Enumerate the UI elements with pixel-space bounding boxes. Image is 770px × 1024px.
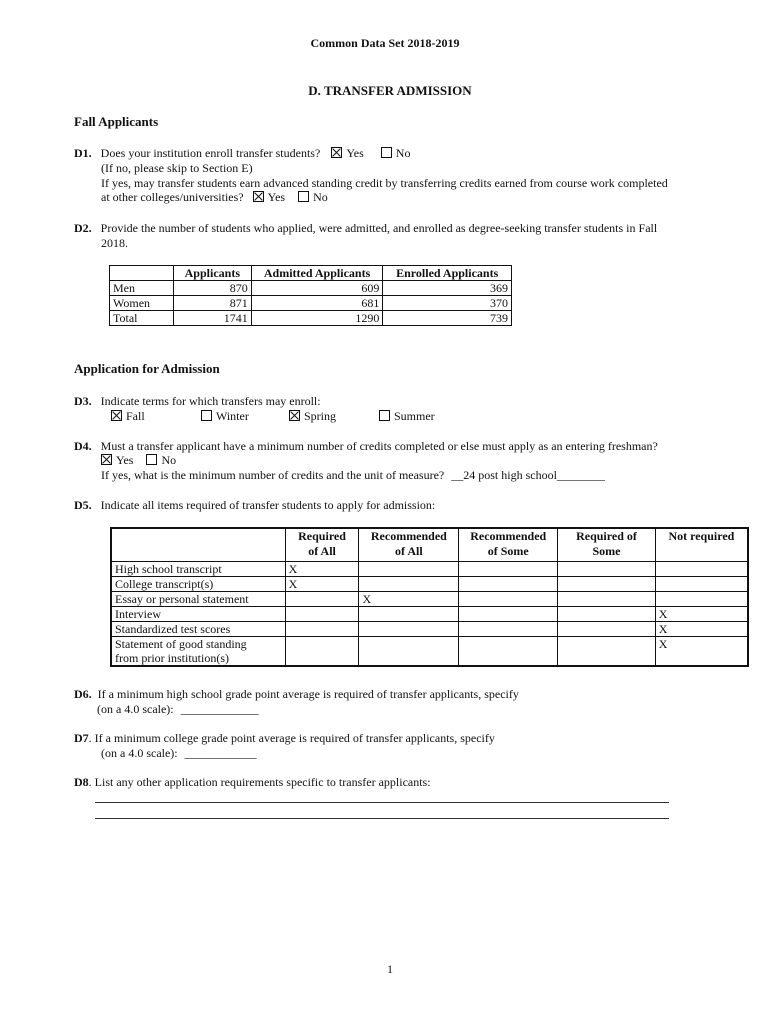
d4-yes-checkbox[interactable] bbox=[101, 454, 112, 465]
d1-no-label: No bbox=[395, 146, 411, 160]
term-option-winter[interactable] bbox=[201, 409, 249, 424]
page-header: Common Data Set 2018-2019 bbox=[310, 36, 460, 50]
d1-yes-checkbox[interactable] bbox=[331, 147, 342, 158]
d8-question bbox=[74, 775, 431, 790]
spring-label: Spring bbox=[304, 409, 337, 423]
enrolled-cell: 369 bbox=[383, 281, 512, 296]
fall-label: Fall bbox=[126, 409, 145, 423]
d5-number: D5. bbox=[74, 498, 92, 512]
mark-cell: X bbox=[655, 636, 748, 666]
row-label: High school transcript bbox=[111, 561, 285, 576]
d4-no-checkbox[interactable] bbox=[146, 454, 157, 465]
fall-checkbox[interactable] bbox=[111, 410, 122, 421]
mark-cell bbox=[558, 606, 656, 621]
d5-header-required-some: Required of Some bbox=[558, 528, 656, 561]
table-row bbox=[111, 636, 748, 666]
mark-cell bbox=[359, 576, 459, 591]
d8-answer-line-2[interactable] bbox=[95, 818, 669, 819]
spring-checkbox[interactable] bbox=[289, 410, 300, 421]
d6-number: D6. bbox=[74, 687, 92, 701]
d2-question bbox=[74, 221, 657, 236]
mark-cell bbox=[558, 561, 656, 576]
d7-scale bbox=[101, 746, 257, 761]
mark-cell bbox=[459, 606, 558, 621]
term-option-summer[interactable] bbox=[379, 409, 435, 424]
summer-label: Summer bbox=[394, 409, 435, 423]
d1-number: D1. bbox=[74, 146, 92, 160]
mark-cell bbox=[359, 561, 459, 576]
d1-advanced-no-label: No bbox=[313, 190, 328, 204]
row-label: Statement of good standing from prior institution(s) bbox=[111, 636, 285, 666]
d4-options bbox=[101, 453, 176, 468]
mark-cell bbox=[285, 591, 359, 606]
d1-no-checkbox[interactable] bbox=[381, 147, 392, 158]
mark-cell bbox=[558, 621, 656, 636]
row-label: Women bbox=[110, 296, 174, 311]
mark-cell bbox=[459, 576, 558, 591]
enrolled-cell: 370 bbox=[383, 296, 512, 311]
mark-cell bbox=[285, 636, 359, 666]
page-number: 1 bbox=[387, 962, 393, 976]
d7-scale-label: (on a 4.0 scale): bbox=[101, 746, 178, 760]
d2-header-row bbox=[110, 266, 512, 281]
d2-table bbox=[109, 265, 512, 326]
mark-cell bbox=[459, 621, 558, 636]
table-row bbox=[111, 606, 748, 621]
mark-cell: X bbox=[285, 561, 359, 576]
d5-header-required-all: Required of All bbox=[285, 528, 359, 561]
winter-checkbox[interactable] bbox=[201, 410, 212, 421]
table-row bbox=[110, 296, 512, 311]
d6-text: If a minimum high school grade point average is required of transfer applicants, specify bbox=[97, 687, 519, 701]
table-row bbox=[111, 561, 748, 576]
d2-text-line2: 2018. bbox=[101, 236, 128, 250]
d1-advanced-yes-checkbox[interactable] bbox=[253, 191, 264, 202]
mark-cell bbox=[359, 636, 459, 666]
d4-text: Must a transfer applicant have a minimum number of credits completed or else must apply as an entering freshman? bbox=[100, 439, 658, 453]
table-row bbox=[111, 591, 748, 606]
d7-answer-blank[interactable]: ____________ bbox=[184, 746, 257, 760]
row-label: Standardized test scores bbox=[111, 621, 285, 636]
row-label: College transcript(s) bbox=[111, 576, 285, 591]
d2-header-blank bbox=[110, 266, 174, 281]
d8-number: D8 bbox=[74, 775, 89, 789]
mark-cell: X bbox=[359, 591, 459, 606]
section-title: D. TRANSFER ADMISSION bbox=[308, 83, 472, 98]
row-label: Men bbox=[110, 281, 174, 296]
d1-advanced-no-checkbox[interactable] bbox=[298, 191, 309, 202]
d1-note: (If no, please skip to Section E) bbox=[101, 161, 253, 175]
d2-header-applicants: Applicants bbox=[173, 266, 251, 281]
d1-advanced-yes-label: Yes bbox=[267, 190, 286, 204]
mark-cell: X bbox=[285, 576, 359, 591]
d5-text: Indicate all items required of transfer students to apply for admission: bbox=[100, 498, 436, 512]
applicants-cell: 1741 bbox=[173, 311, 251, 326]
d1-followup-line2 bbox=[101, 190, 328, 205]
d1-advanced-no-option[interactable] bbox=[298, 190, 328, 204]
d3-question bbox=[74, 394, 321, 409]
d1-followup-text: at other colleges/universities? bbox=[101, 190, 244, 204]
d5-header-not-required: Not required bbox=[655, 528, 748, 561]
applicants-cell: 871 bbox=[173, 296, 251, 311]
row-label: Interview bbox=[111, 606, 285, 621]
winter-label: Winter bbox=[216, 409, 249, 423]
d1-yes-label: Yes bbox=[346, 146, 364, 160]
d1-text: Does your institution enroll transfer students? bbox=[100, 146, 321, 160]
d8-text: . List any other application requirements specific to transfer applicants: bbox=[88, 775, 431, 789]
mark-cell bbox=[655, 576, 748, 591]
admitted-cell: 681 bbox=[251, 296, 383, 311]
mark-cell: X bbox=[655, 606, 748, 621]
d7-question bbox=[74, 731, 495, 746]
mark-cell bbox=[655, 561, 748, 576]
d4-answer: __24 post high school________ bbox=[451, 468, 605, 482]
admitted-cell: 1290 bbox=[251, 311, 383, 326]
row-label: Essay or personal statement bbox=[111, 591, 285, 606]
mark-cell bbox=[285, 621, 359, 636]
d1-followup-line1: If yes, may transfer students earn advanced standing credit by transferring credits earned from course work completed bbox=[101, 176, 668, 190]
d6-answer-blank[interactable]: _____________ bbox=[180, 702, 259, 716]
mark-cell bbox=[459, 591, 558, 606]
d1-question bbox=[74, 146, 410, 161]
table-row bbox=[111, 576, 748, 591]
table-row bbox=[110, 281, 512, 296]
d2-text-line1: Provide the number of students who applied, were admitted, and enrolled as degree-seeking transfer students in Fall bbox=[100, 221, 658, 235]
d5-header-recommended-all: Recommended of All bbox=[359, 528, 459, 561]
table-row bbox=[110, 311, 512, 326]
d7-text: . If a minimum college grade point average is required of transfer applicants, specify bbox=[88, 731, 495, 745]
fall-applicants-heading: Fall Applicants bbox=[74, 114, 159, 129]
d2-header-enrolled: Enrolled Applicants bbox=[383, 266, 512, 281]
d5-question bbox=[74, 498, 435, 513]
mark-cell bbox=[655, 591, 748, 606]
d3-text: Indicate terms for which transfers may enroll: bbox=[100, 394, 321, 408]
d2-header-admitted: Admitted Applicants bbox=[251, 266, 383, 281]
applicants-cell: 870 bbox=[173, 281, 251, 296]
term-option-fall[interactable] bbox=[111, 409, 145, 424]
term-option-spring[interactable] bbox=[289, 409, 336, 424]
mark-cell: X bbox=[655, 621, 748, 636]
d6-scale-label: (on a 4.0 scale): bbox=[97, 702, 174, 716]
d1-advanced-yes-option[interactable] bbox=[253, 190, 285, 204]
d1-no-option[interactable] bbox=[381, 146, 411, 160]
d1-yes-option[interactable] bbox=[331, 146, 363, 160]
d4-number: D4. bbox=[74, 439, 92, 453]
d4-followup-text: If yes, what is the minimum number of credits and the unit of measure? bbox=[101, 468, 445, 482]
mark-cell bbox=[285, 606, 359, 621]
mark-cell bbox=[558, 636, 656, 666]
d2-number: D2. bbox=[74, 221, 92, 235]
d8-answer-line-1[interactable] bbox=[95, 802, 669, 803]
d4-question bbox=[74, 439, 658, 454]
d4-no-label: No bbox=[161, 453, 177, 467]
d6-question bbox=[74, 687, 519, 702]
table-row bbox=[111, 621, 748, 636]
mark-cell bbox=[558, 576, 656, 591]
mark-cell bbox=[359, 621, 459, 636]
d5-header-row bbox=[111, 528, 748, 561]
d3-number: D3. bbox=[74, 394, 92, 408]
application-heading: Application for Admission bbox=[74, 361, 220, 376]
admitted-cell: 609 bbox=[251, 281, 383, 296]
mark-cell bbox=[558, 591, 656, 606]
d4-no-option[interactable] bbox=[146, 453, 176, 467]
mark-cell bbox=[459, 636, 558, 666]
enrolled-cell: 739 bbox=[383, 311, 512, 326]
mark-cell bbox=[459, 561, 558, 576]
d6-scale bbox=[97, 702, 259, 717]
mark-cell bbox=[359, 606, 459, 621]
summer-checkbox[interactable] bbox=[379, 410, 390, 421]
d4-yes-option[interactable] bbox=[101, 453, 133, 467]
d4-yes-label: Yes bbox=[116, 453, 134, 467]
d4-followup bbox=[101, 468, 605, 483]
d5-header-recommended-some: Recommended of Some bbox=[459, 528, 558, 561]
d7-number: D7 bbox=[74, 731, 89, 745]
row-label: Total bbox=[110, 311, 174, 326]
d5-table bbox=[110, 527, 749, 667]
d5-header-blank bbox=[111, 528, 285, 561]
